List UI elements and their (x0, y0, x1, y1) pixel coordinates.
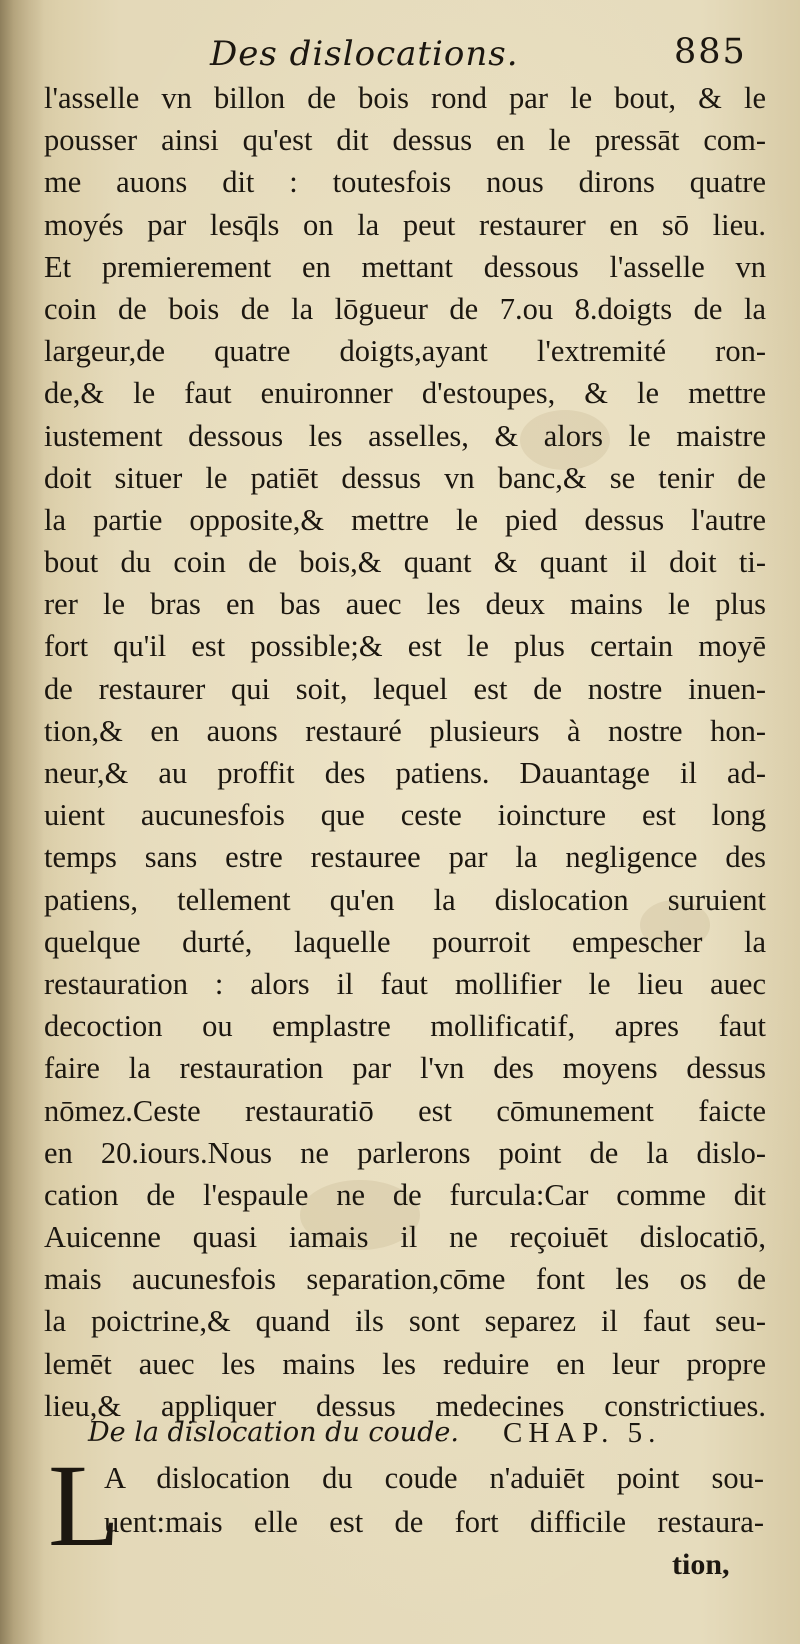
chapter-text (104, 1456, 764, 1544)
text-line: nōmez.Ceste restauratiō est cōmunement faicte (44, 1093, 766, 1128)
text-line: largeur,de quatre doigts,ayant l'extremité ron- (44, 334, 766, 369)
text-line: patiens, tellement qu'en la dislocation suruient (44, 882, 766, 917)
text-line: decoction ou emplastre mollificatif, apres faut (44, 1009, 766, 1044)
text-line: Et premierement en mettant dessous l'asselle vn (44, 249, 766, 284)
page-number: 885 (674, 32, 747, 72)
text-line: A dislocation du coude n'aduiēt point sou- (104, 1461, 764, 1495)
text-line: quelque durté, laquelle pourroit empescher la (44, 924, 766, 959)
text-line: faire la restauration par l'vn des moyens dessus (44, 1051, 766, 1086)
text-line: la partie opposite,& mettre le pied dessus l'autre (44, 502, 766, 537)
text-line: moyés par lesq̄ls on la peut restaurer en sō lieu. (44, 207, 766, 242)
text-line: la poictrine,& quand ils sont separez il faut seu- (44, 1304, 766, 1339)
text-line: rer le bras en bas auec les deux mains le plus (44, 587, 766, 622)
text-line: fort qu'il est possible;& est le plus certain moyē (44, 629, 766, 664)
catchword: tion, (672, 1548, 730, 1581)
text-line: iustement dessous les asselles, & alors le maistre (44, 418, 766, 453)
chapter-heading (88, 1411, 688, 1455)
text-line: en 20.iours.Nous ne parlerons point de la dislo- (44, 1135, 766, 1170)
text-line: doit situer le patiēt dessus vn banc,& se tenir de (44, 460, 766, 495)
text-line: lieu,& appliquer dessus medecines constrictiues. (44, 1388, 766, 1423)
text-line: de restaurer qui soit, lequel est de nostre inuen- (44, 671, 766, 706)
binding-gutter (0, 0, 44, 1644)
text-line: de,& le faut enuironner d'estoupes, & le mettre (44, 376, 766, 411)
body-text (44, 77, 766, 1427)
chapter-number: CHAP. 5. (503, 1417, 662, 1449)
drop-cap-initial: L (48, 1440, 121, 1571)
text-line: lemēt auec les mains les reduire en leur propre (44, 1346, 766, 1381)
text-line: cation de l'espaule ne de furcula:Car comme dit (44, 1177, 766, 1212)
text-line: uent:mais elle est de fort difficile restaura- (104, 1505, 764, 1539)
text-line: me auons dit : toutesfois nous dirons quatre (44, 165, 766, 200)
text-line: coin de bois de la lōgueur de 7.ou 8.doigts de la (44, 291, 766, 326)
text-line: uient aucunesfois que ceste ioincture est long (44, 798, 766, 833)
text-line: neur,& au proffit des patiens. Dauantage il ad- (44, 756, 766, 790)
text-line: temps sans estre restauree par la negligence des (44, 840, 766, 875)
text-line: pousser ainsi qu'est dit dessus en le pressāt com- (44, 123, 766, 158)
text-line: l'asselle vn billon de bois rond par le bout, & le (44, 81, 766, 115)
page-header (0, 30, 800, 82)
text-line: bout du coin de bois,& quant & quant il doit ti- (44, 545, 766, 580)
text-line: tion,& en auons restauré plusieurs à nostre hon- (44, 713, 766, 748)
text-line: Auicenne quasi iamais il ne reçoiuēt dislocatiō, (44, 1220, 766, 1255)
text-line: restauration : alors il faut mollifier le lieu auec (44, 966, 766, 1001)
chapter-title: De la dislocation du coude. (88, 1417, 459, 1448)
running-title: Des dislocations. (210, 34, 519, 74)
text-line: mais aucunesfois separation,cōme font les os de (44, 1262, 766, 1297)
